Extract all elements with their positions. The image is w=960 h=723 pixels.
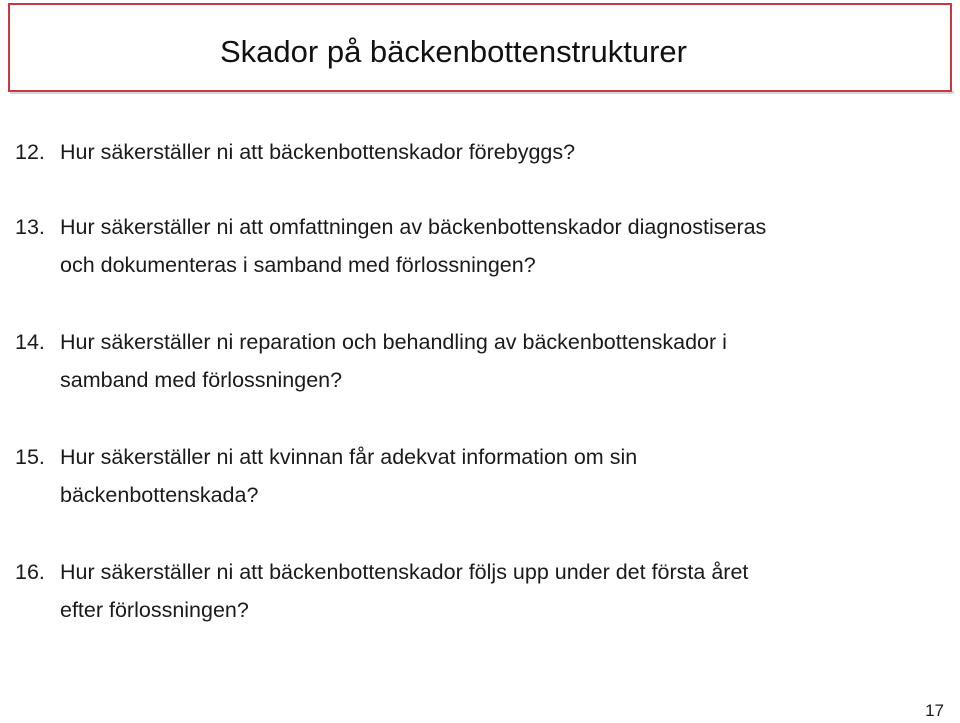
question-text: Hur säkerställer ni att bäckenbottenskador förebyggs? bbox=[60, 140, 576, 164]
question-text-line-2: samband med förlossningen? bbox=[60, 368, 343, 392]
question-text-line-1: Hur säkerställer ni reparation och behandling av bäckenbottenskador i bbox=[60, 330, 727, 354]
question-text-line-2: och dokumenteras i samband med förlossningen? bbox=[60, 253, 536, 277]
question-number: 14. bbox=[15, 330, 45, 354]
question-item-13 bbox=[15, 208, 945, 284]
question-number: 13. bbox=[15, 215, 45, 239]
question-text-line-1: Hur säkerställer ni att kvinnan får adekvat information om sin bbox=[60, 445, 638, 469]
question-item-15 bbox=[15, 438, 945, 514]
page-number: 17 bbox=[925, 701, 944, 720]
title-box bbox=[8, 3, 952, 92]
question-number: 12. bbox=[15, 140, 45, 164]
question-text-line-1: Hur säkerställer ni att omfattningen av bäckenbottenskador diagnostiseras bbox=[60, 215, 767, 239]
question-text-line-2: bäckenbottenskada? bbox=[60, 483, 259, 507]
question-number: 16. bbox=[15, 560, 45, 584]
question-item-12 bbox=[15, 133, 945, 171]
question-text-line-2: efter förlossningen? bbox=[60, 598, 249, 622]
page-title: Skador på bäckenbottenstrukturer bbox=[220, 34, 687, 69]
question-item-16 bbox=[15, 553, 945, 629]
question-text-line-1: Hur säkerställer ni att bäckenbottenskador följs upp under det första året bbox=[60, 560, 749, 584]
question-number: 15. bbox=[15, 445, 45, 469]
question-item-14 bbox=[15, 323, 945, 399]
